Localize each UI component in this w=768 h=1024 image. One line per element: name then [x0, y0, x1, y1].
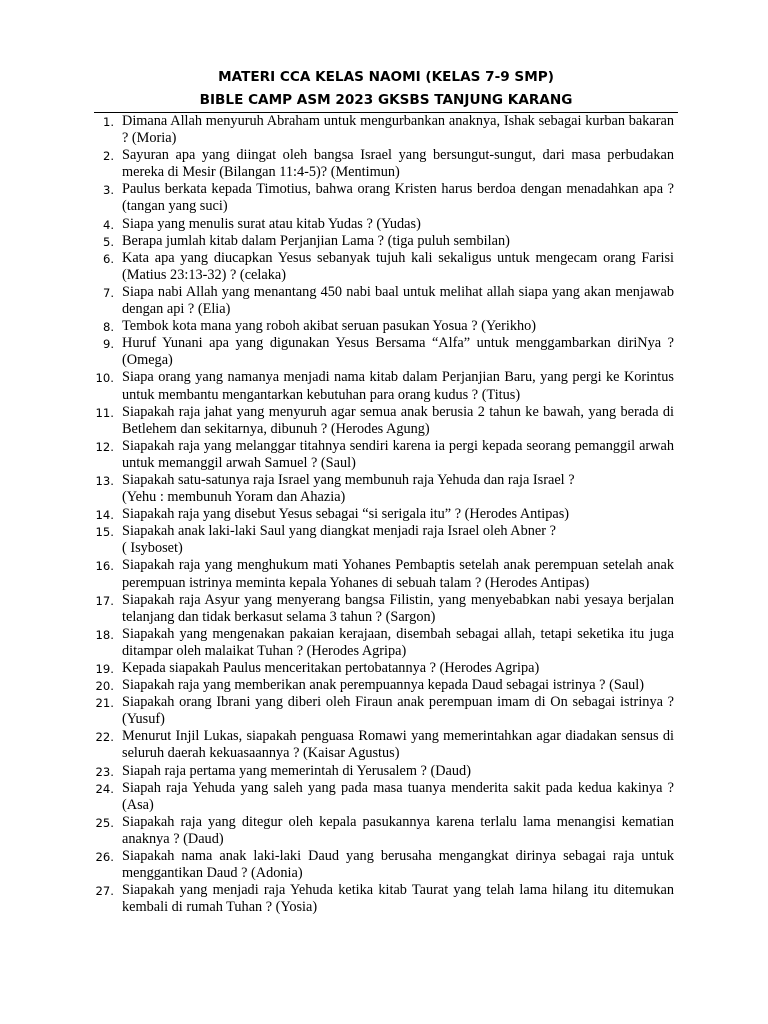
question-number: 26. [95, 850, 114, 865]
question-item [0, 592, 768, 626]
question-text: Siapa yang menulis surat atau kitab Yudas ? (Yudas) [122, 215, 421, 232]
question-text: Siapakah nama anak laki-laki Daud yang berusaha mengangkat dirinya sebagai raja untuk menggantikan Daud ? (Adonia) [122, 848, 674, 882]
question-item [0, 250, 768, 284]
question-item [0, 404, 768, 438]
question-item [0, 780, 768, 814]
question-number: 19. [95, 662, 114, 676]
question-item [0, 147, 768, 181]
question-text: Siapakah raja yang memberikan anak perempuannya kepada Daud sebagai istrinya ? (Saul) [122, 677, 645, 694]
question-item [0, 677, 768, 694]
question-number: 2. [102, 149, 114, 164]
question-number: 25. [95, 815, 114, 830]
question-text: Siapakah raja yang disebut Yesus sebagai “si serigala itu” ? (Herodes Antipas) [122, 506, 570, 523]
question-item [0, 728, 768, 762]
question-item [0, 506, 768, 523]
question-item [0, 814, 768, 848]
question-number: 17. [95, 593, 114, 608]
question-number: 27. [95, 884, 114, 899]
question-item [0, 523, 768, 557]
question-item [0, 882, 768, 916]
question-number: 21. [95, 696, 114, 711]
question-text: Siapakah yang menjadi raja Yehuda ketika kitab Taurat yang telah lama hilang itu ditemukan kembali di rumah Tuhan ? (Yosia) [122, 882, 674, 916]
question-number: 22. [95, 730, 114, 745]
question-item [0, 216, 768, 233]
question-text: Menurut Injil Lukas, siapakah penguasa Romawi yang memerintahkan agar diadakan sensus di seluruh daerah kekuasaannya ? (Kaisar Agustus) [122, 728, 674, 762]
question-item [0, 472, 768, 506]
question-text: Siapakah raja jahat yang menyuruh agar semua anak berusia 2 tahun ke bawah, yang berada di Betlehem dan sekitarnya, dibunuh ? (Herodes Agung) [122, 403, 674, 437]
question-list [0, 113, 768, 916]
question-number: 18. [95, 627, 114, 642]
question-item [0, 369, 768, 403]
question-text: Siapah raja pertama yang memerintah di Yerusalem ? (Daud) [122, 762, 471, 779]
question-item [0, 626, 768, 660]
question-number: 10. [95, 371, 114, 386]
question-item [0, 848, 768, 882]
question-text: Kepada siapakah Paulus menceritakan pertobatannya ? (Herodes Agripa) [122, 660, 540, 676]
question-text: Berapa jumlah kitab dalam Perjanjian Lama ? (tiga puluh sembilan) [122, 232, 510, 249]
question-number: 8. [102, 320, 114, 335]
question-number: 15. [95, 525, 114, 540]
question-text: Siapakah yang mengenakan pakaian kerajaan, disembah sebagai allah, tetapi seketika itu juga ditampar oleh malaikat Tuhan ? (Herodes Agripa) [122, 625, 674, 659]
question-number: 3. [102, 183, 114, 198]
question-number: 23. [95, 764, 114, 779]
question-item [0, 694, 768, 728]
question-text: Siapakah raja yang melanggar titahnya sendiri karena ia pergi kepada seorang pemanggil arwah untuk memanggil arwah Samuel ? (Saul) [122, 437, 674, 471]
question-text: Huruf Yunani apa yang digunakan Yesus Bersama “Alfa” untuk menggambarkan diriNya ? (Omega) [122, 335, 674, 369]
question-text: Siapakah satu-satunya raja Israel yang membunuh raja Yehuda dan raja Israel ? [122, 471, 575, 488]
question-number: 20. [95, 679, 114, 694]
question-text: Siapakah raja Asyur yang menyerang bangsa Filistin, yang menyebabkan nabi yesaya berjalan telanjang dan tidak berkasut selama 3 tahun ? (Sargon) [122, 591, 674, 625]
question-number: 16. [95, 559, 114, 574]
question-text: Siapa orang yang namanya menjadi nama kitab dalam Perjanjian Baru, yang pergi ke Korintus untuk membantu mengantarkan kebutuhan para orang kudus ? (Titus) [122, 369, 674, 403]
question-item [0, 438, 768, 472]
question-number: 1. [102, 115, 114, 129]
question-number: 5. [102, 234, 114, 249]
question-number: 7. [102, 285, 114, 300]
question-text: Tembok kota mana yang roboh akibat seruan pasukan Yosua ? (Yerikho) [122, 318, 537, 335]
document-title: MATERI CCA KELAS NAOMI (KELAS 7-9 SMP) [218, 69, 554, 85]
question-text: Siapakah raja yang menghukum mati Yohanes Pembaptis setelah anak perempuan setelah anak perempuan istrinya meminta kepala Yohanes di sebuah talam ? (Herodes Antipas) [122, 557, 674, 591]
question-number: 6. [102, 251, 114, 266]
question-number: 14. [95, 508, 114, 523]
question-item [0, 181, 768, 215]
question-item [0, 233, 768, 250]
question-text: Siapakah orang Ibrani yang diberi oleh Firaun anak perempuan imam di On sebagai istrinya ? (Yusuf) [122, 694, 674, 728]
question-number: 13. [95, 473, 114, 488]
question-answer-line: (Yehu : membunuh Yoram dan Ahazia) [122, 489, 346, 506]
question-text: Kata apa yang diucapkan Yesus sebanyak tujuh kali sekaligus untuk mengecam orang Farisi (Matius 23:13-32) ? (celaka) [122, 249, 674, 283]
question-text: Siapa nabi Allah yang menantang 450 nabi baal untuk melihat allah siapa yang akan menjawab dengan api ? (Elia) [122, 283, 674, 318]
question-item [0, 660, 768, 677]
question-item [0, 113, 768, 147]
question-item [0, 318, 768, 335]
question-text: Dimana Allah menyuruh Abraham untuk mengurbankan anaknya, Ishak sebagai kurban bakaran ? (Moria) [122, 113, 674, 147]
question-item [0, 557, 768, 591]
question-number: 4. [102, 217, 114, 232]
question-item [0, 335, 768, 369]
question-text: Siapakah raja yang ditegur oleh kepala pasukannya karena terlalu lama menangisi kematian anaknya ? (Daud) [122, 813, 674, 847]
question-text: Siapah raja Yehuda yang saleh yang pada masa tuanya menderita sakit pada kedua kakinya ? (Asa) [122, 779, 674, 813]
question-number: 11. [95, 405, 114, 420]
question-item [0, 763, 768, 780]
question-text: Siapakah anak laki-laki Saul yang diangkat menjadi raja Israel oleh Abner ? [122, 523, 556, 540]
question-number: 9. [102, 337, 114, 352]
document-subtitle: BIBLE CAMP ASM 2023 GKSBS TANJUNG KARANG [199, 92, 573, 108]
question-answer-line: ( Isyboset) [122, 540, 183, 557]
question-number: 24. [95, 781, 114, 796]
question-item [0, 284, 768, 318]
question-text: Paulus berkata kepada Timotius, bahwa orang Kristen harus berdoa dengan menadahkan apa ? (tangan yang suci) [122, 181, 674, 215]
question-number: 12. [95, 439, 114, 454]
document-header [94, 66, 678, 112]
question-text: Sayuran apa yang diingat oleh bangsa Israel yang bersungut-sungut, dari masa perbudakan mereka di Mesir (Bilangan 11:4-5)? (Mentimun) [122, 147, 674, 181]
